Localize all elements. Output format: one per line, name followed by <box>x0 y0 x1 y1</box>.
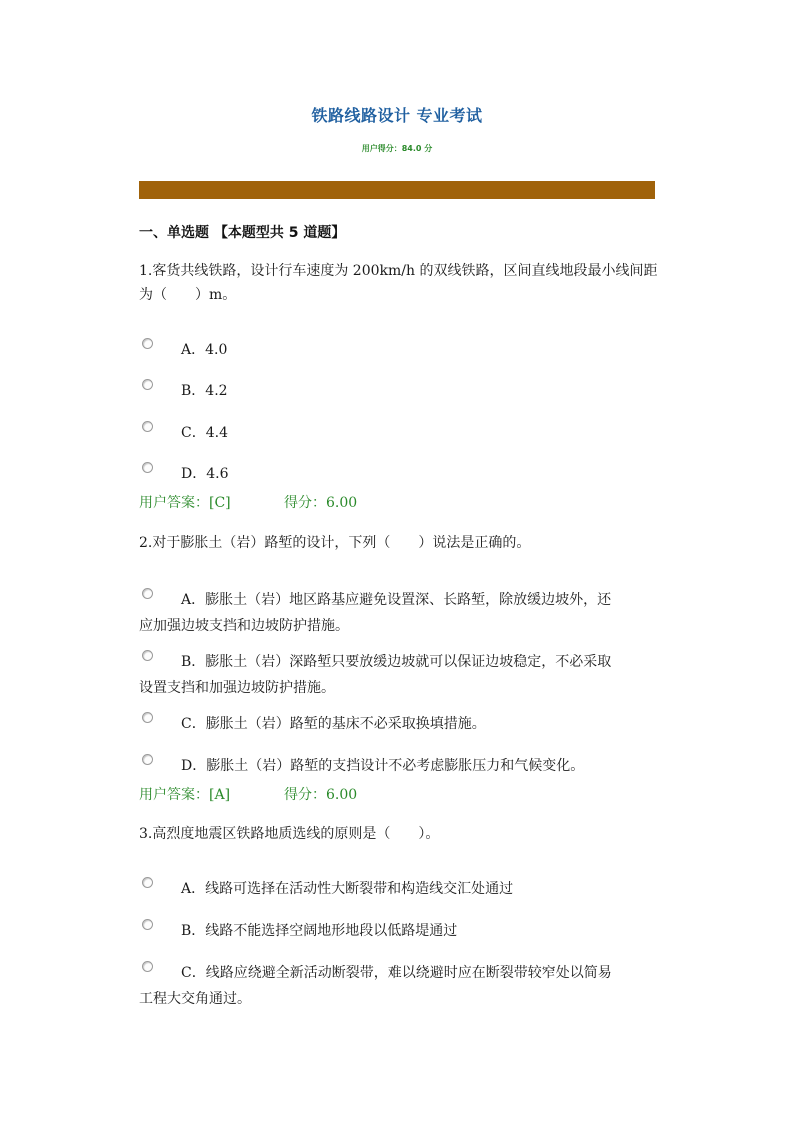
question-2-text: 2.对于膨胀土（岩）路堑的设计，下列（ ）说法是正确的。 <box>139 535 531 551</box>
radio-button[interactable] <box>142 877 153 888</box>
radio-button[interactable] <box>142 754 153 765</box>
option-label: C．膨胀土（岩）路堑的基床不必采取换填措施。 <box>181 716 486 732</box>
option-label: B．4.2 <box>181 383 228 399</box>
question-3-text: 3.高烈度地震区铁路地质选线的原则是（ ）。 <box>139 826 440 842</box>
user-total-score: 用户得分：84.0 分 <box>361 144 433 153</box>
header-divider-bar <box>139 181 655 199</box>
option-label: A．线路可选择在活动性大断裂带和构造线交汇处通过 <box>181 881 514 897</box>
option-label: B．线路不能选择空阔地形地段以低路堤通过 <box>181 923 458 939</box>
radio-button[interactable] <box>142 462 153 473</box>
option-label: D．膨胀土（岩）路堑的支挡设计不必考虑膨胀压力和气候变化。 <box>181 758 585 774</box>
radio-button[interactable] <box>142 712 153 723</box>
option-label: B．膨胀土（岩）深路堑只要放缓边坡就可以保证边坡稳定，不必采取设置支挡和加强边坡防护措施。 <box>139 654 612 696</box>
question-score: 得分：6.00 <box>284 787 358 803</box>
question-2-result <box>139 784 358 804</box>
option-label: A．膨胀土（岩）地区路基应避免设置深、长路堑，除放缓边坡外，还应加强边坡支挡和边坡防护措施。 <box>139 592 612 634</box>
question-score: 得分：6.00 <box>284 495 358 511</box>
question-1-result <box>139 492 358 512</box>
radio-button[interactable] <box>142 919 153 930</box>
radio-button[interactable] <box>142 421 153 432</box>
option-label: A．4.0 <box>181 342 228 358</box>
section-heading: 一、单选题 【本题型共 5 道题】 <box>139 225 346 241</box>
option-label: C．线路应绕避全新活动断裂带，难以绕避时应在断裂带较窄处以简易工程大交角通过。 <box>139 965 612 1007</box>
user-answer: 用户答案：[C] <box>139 495 231 511</box>
option-label: D．4.6 <box>181 466 229 482</box>
radio-button[interactable] <box>142 338 153 349</box>
question-1-text: 1.客货共线铁路，设计行车速度为 200km/h 的双线铁路，区间直线地段最小线间距为（ ）m。 <box>139 263 658 303</box>
exam-title: 铁路线路设计 专业考试 <box>311 106 483 125</box>
option-label: C．4.4 <box>181 425 228 441</box>
user-answer: 用户答案：[A] <box>139 787 231 803</box>
radio-button[interactable] <box>142 379 153 390</box>
